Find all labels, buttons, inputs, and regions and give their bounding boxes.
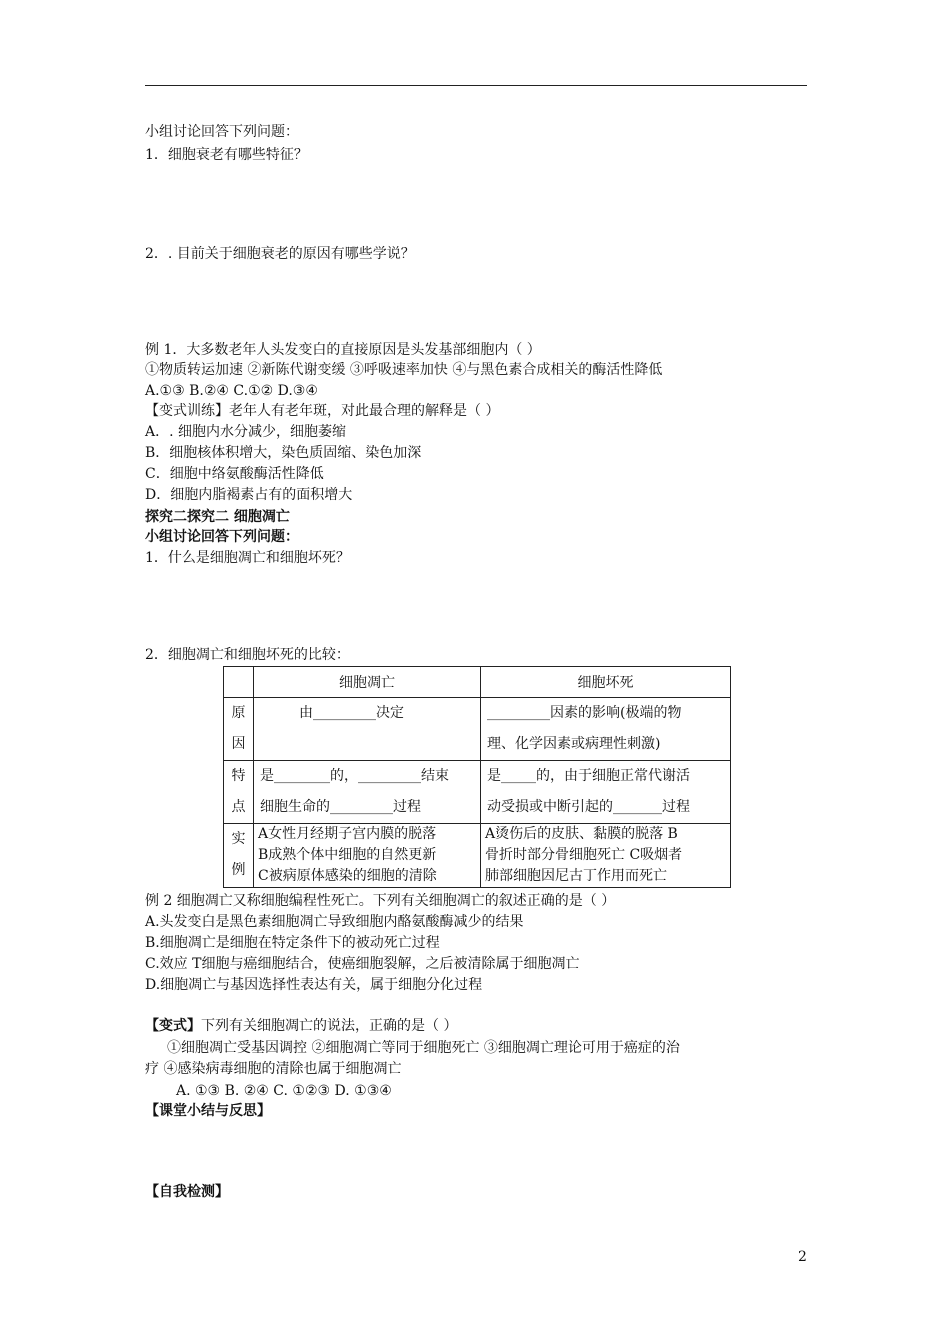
cause-necrosis-cell: _________因素的影响(极端的物 理、化学因素或病理性刺激)	[481, 698, 731, 761]
header-rule	[145, 85, 807, 86]
table-header-row	[224, 667, 731, 698]
self-test-heading: 【自我检测】	[145, 1184, 229, 1200]
table-header-necrosis: 细胞坏死	[481, 667, 731, 698]
variant-2-stem: 下列有关细胞凋亡的说法，正确的是（ ）	[201, 1018, 458, 1034]
cause-apoptosis-cell: 由_________决定	[254, 698, 481, 761]
example-1-choices: A.①③ B.②④ C.①② D.③④	[145, 383, 318, 399]
example-2-stem: 例 2 细胞凋亡又称细胞编程性死亡。下列有关细胞凋亡的叙述正确的是（ ）	[145, 893, 616, 909]
example-2-option-d: D.细胞凋亡与基因选择性表达有关，属于细胞分化过程	[145, 977, 483, 993]
variant-1-option-c: C．细胞中络氨酸酶活性降低	[145, 466, 324, 482]
example-2-option-b: B.细胞凋亡是细胞在特定条件下的被动死亡过程	[145, 935, 440, 951]
group-discuss-heading: 小组讨论回答下列问题：	[145, 124, 299, 140]
comparison-table	[223, 666, 731, 888]
row-label-example: 实 例	[224, 824, 254, 888]
variant-1-option-b: B．细胞核体积增大，染色质固缩、染色加深	[145, 445, 422, 461]
question-2: 2．. 目前关于细胞衰老的原因有哪些学说？	[145, 246, 415, 262]
feature-apoptosis-cell: 是________的，_________结束 细胞生命的_________过程	[254, 761, 481, 824]
example-1-options: ①物质转运加速 ②新陈代谢变缓 ③呼吸速率加快 ④与黑色素合成相关的酶活性降低	[145, 362, 663, 378]
example-2-option-c: C.效应 T细胞与癌细胞结合，使癌细胞裂解，之后被清除属于细胞凋亡	[145, 956, 580, 972]
variant-1-option-a: A．. 细胞内水分减少，细胞萎缩	[145, 424, 347, 440]
section-2-title: 探究二探究二 细胞凋亡	[145, 509, 290, 525]
example-2-option-a: A.头发变白是黑色素细胞凋亡导致细胞内酪氨酸酶减少的结果	[145, 914, 524, 930]
example-apoptosis-cell: A女性月经期子宫内膜的脱落 B成熟个体中细胞的自然更新 C被病原体感染的细胞的清除	[254, 824, 481, 888]
table-row	[224, 824, 731, 888]
variant-2-tag: 【变式】	[145, 1018, 201, 1034]
question-1: 1．细胞衰老有哪些特征？	[145, 147, 308, 163]
example-1-stem: 例 1．大多数老年人头发变白的直接原因是头发基部细胞内（ ）	[145, 342, 541, 358]
table-header-apoptosis: 细胞凋亡	[254, 667, 481, 698]
variant-2-stem-line	[145, 1016, 457, 1036]
variant-2-statements-line-2: 疗 ④感染病毒细胞的清除也属于细胞凋亡	[145, 1061, 402, 1077]
section-2-question-2: 2．细胞凋亡和细胞坏死的比较：	[145, 647, 350, 663]
section-2-group-discuss: 小组讨论回答下列问题：	[145, 529, 299, 545]
table-row	[224, 698, 731, 761]
summary-heading: 【课堂小结与反思】	[145, 1103, 271, 1119]
variant-1-option-d: D．细胞内脂褐素占有的面积增大	[145, 487, 353, 503]
table-header-blank	[224, 667, 254, 698]
row-label-cause: 原 因	[224, 698, 254, 761]
section-2-question-1: 1．什么是细胞凋亡和细胞坏死？	[145, 550, 350, 566]
row-label-feature: 特 点	[224, 761, 254, 824]
feature-necrosis-cell: 是_____的，由于细胞正常代谢活 动受损或中断引起的_______过程	[481, 761, 731, 824]
variant-2-choices: A. ①③ B. ②④ C. ①②③ D. ①③④	[176, 1083, 392, 1099]
variant-1-stem: 【变式训练】老年人有老年斑，对此最合理的解释是（ ）	[145, 403, 500, 419]
variant-2-statements-line-1: ①细胞凋亡受基因调控 ②细胞凋亡等同于细胞死亡 ③细胞凋亡理论可用于癌症的治	[167, 1040, 680, 1056]
table-row	[224, 761, 731, 824]
example-necrosis-cell: A烫伤后的皮肤、黏膜的脱落 B 骨折时部分骨细胞死亡 C吸烟者 肺部细胞因尼古丁作用而死亡	[481, 824, 731, 888]
page-number: 2	[798, 1249, 807, 1265]
